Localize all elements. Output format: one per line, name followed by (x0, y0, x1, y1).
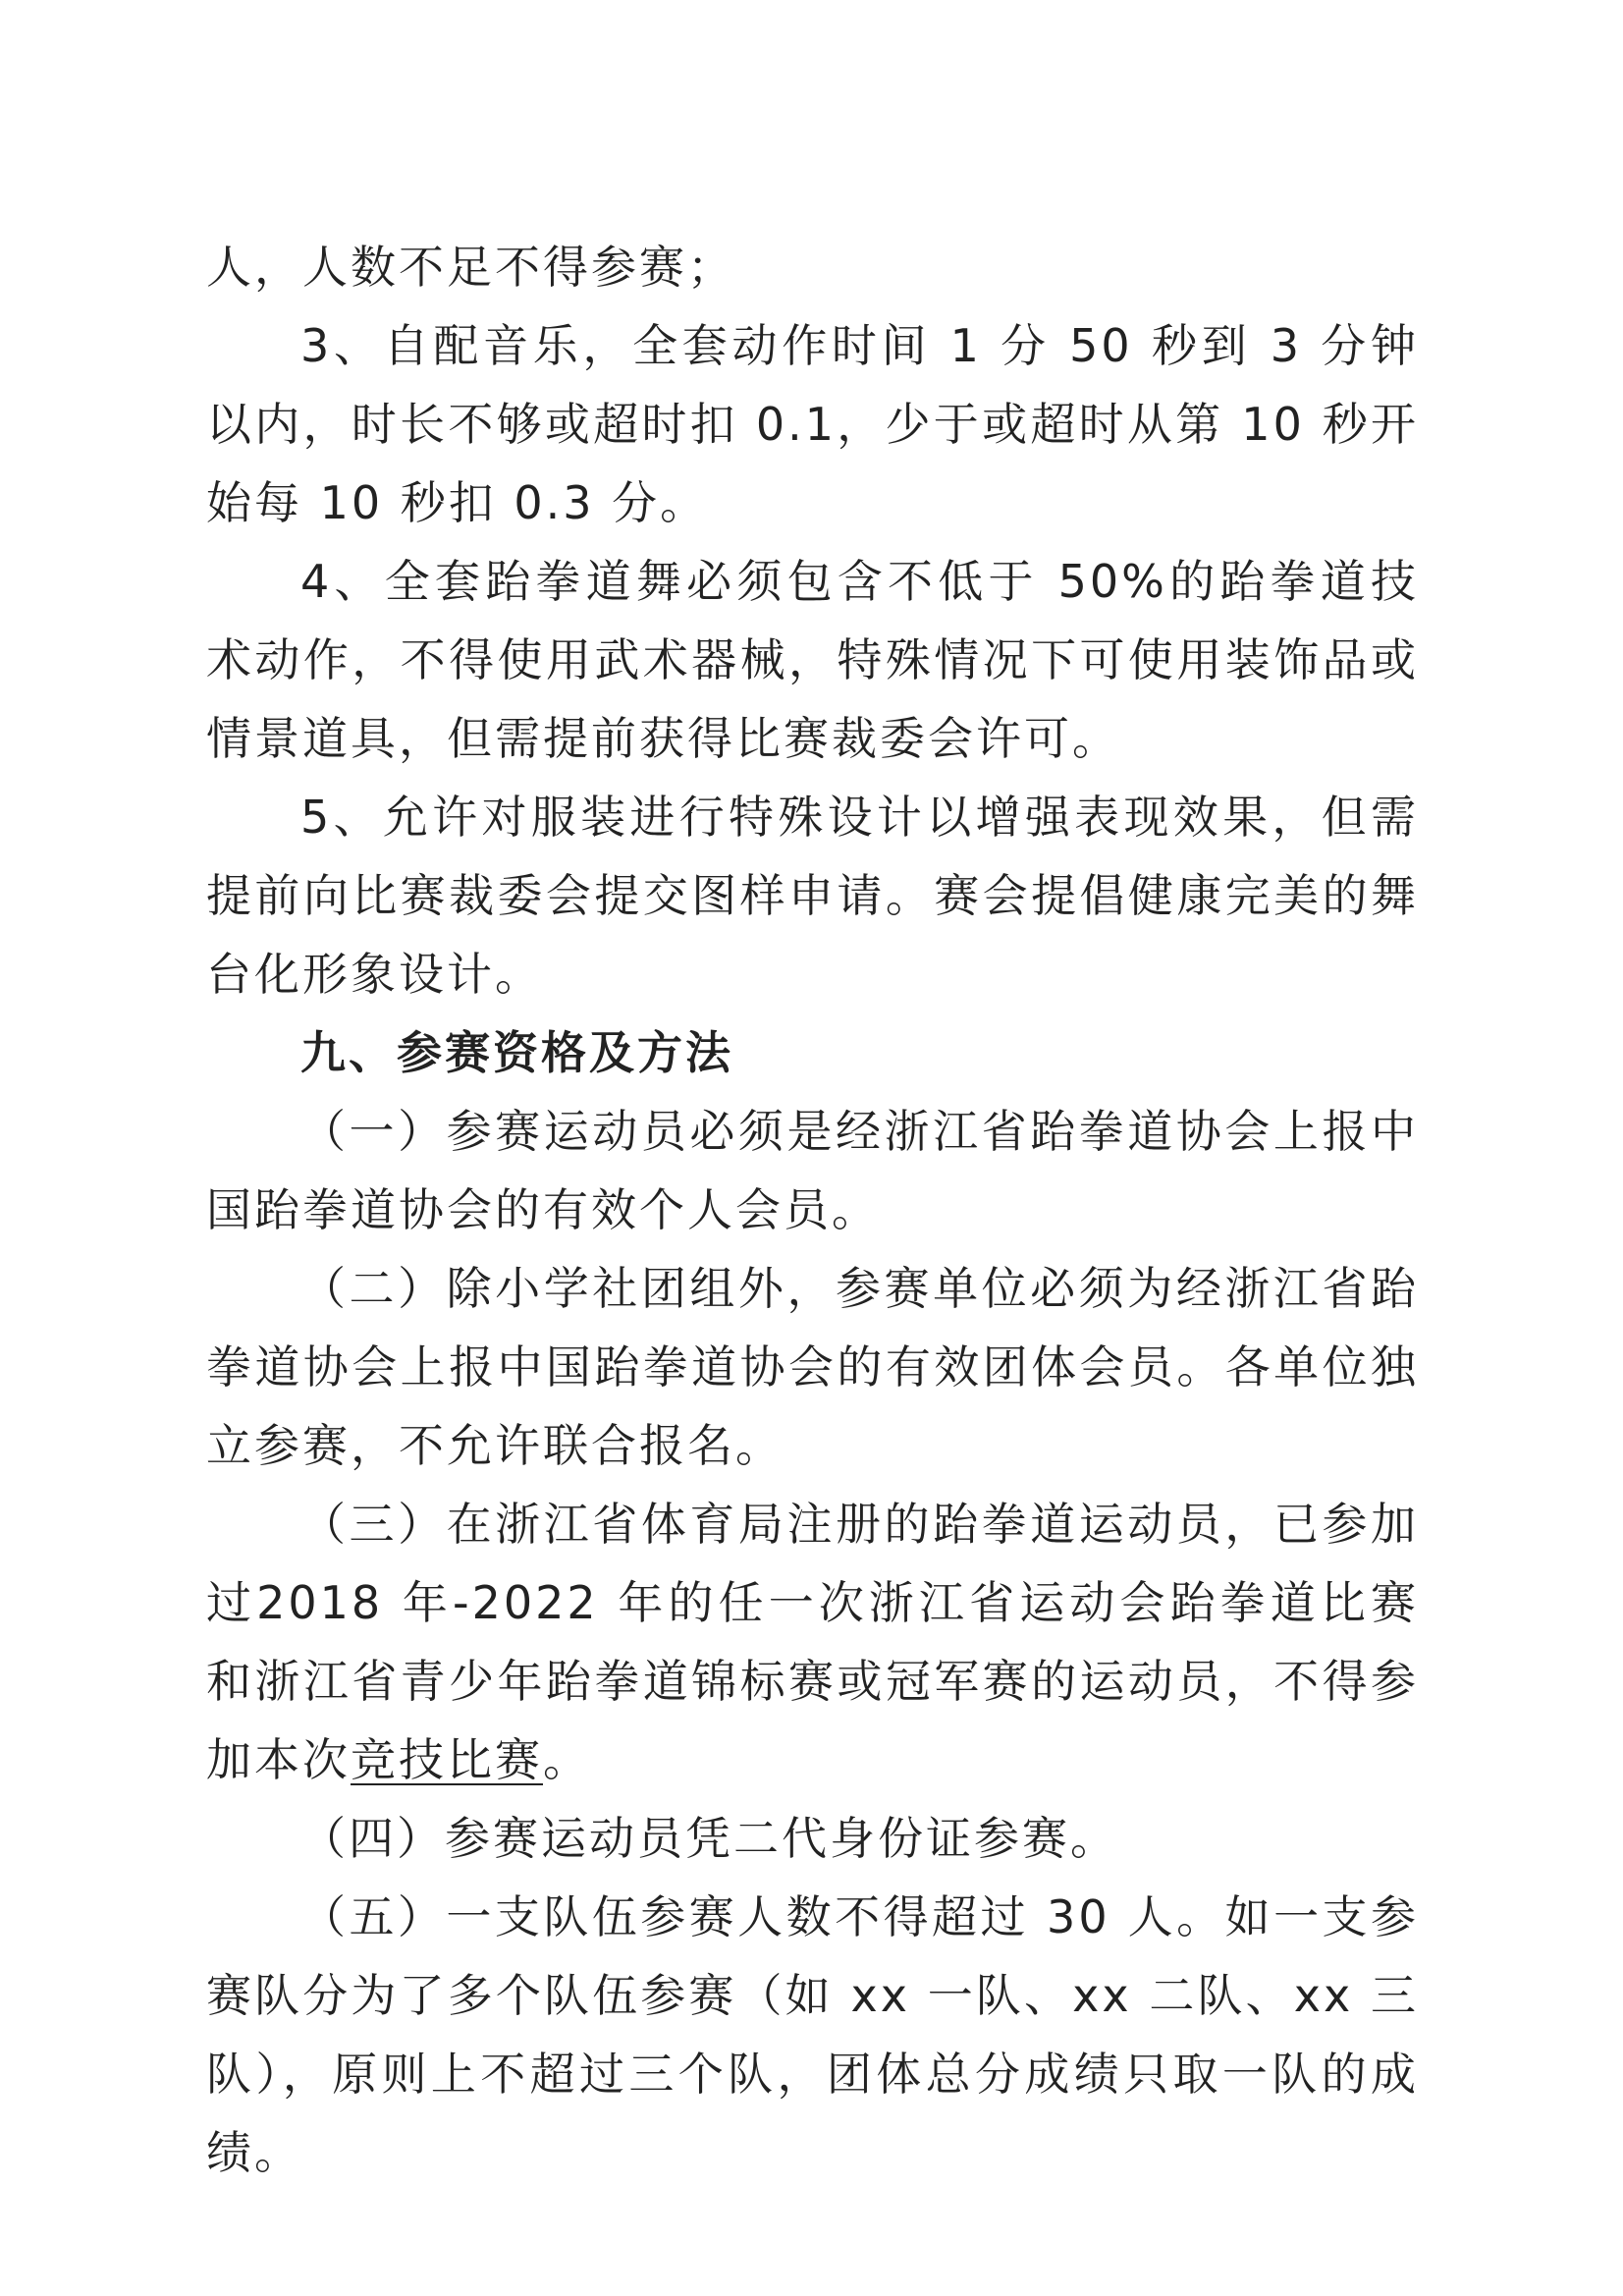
section-heading: 九、参赛资格及方法 (300, 1026, 733, 1079)
paragraph-rule-3: 3、自配音乐，全套动作时间 1 分 50 秒到 3 分钟以内，时长不够或超时扣 0.1，少于或超时从第 10 秒开始每 10 秒扣 0.3 分。 (206, 319, 1419, 529)
eligibility-item-1: （一）参赛运动员必须是经浙江省跆拳道协会上报中国跆拳道协会的有效个人会员。 (206, 1105, 1419, 1236)
eligibility-item-3 (206, 1485, 1419, 1799)
eligibility-item-4: （四）参赛运动员凭二代身份证参赛。 (300, 1812, 1118, 1865)
eligibility-item-2: （二）除小学社团组外，参赛单位必须为经浙江省跆拳道协会上报中国跆拳道协会的有效团体会员。各单位独立参赛，不允许联合报名。 (206, 1262, 1419, 1472)
document-page (206, 228, 1419, 2192)
eligibility-item-3-end: 。 (543, 1733, 591, 1786)
paragraph-rule-5: 5、允许对服装进行特殊设计以增强表现效果，但需提前向比赛裁委会提交图样申请。赛会提倡健康完美的舞台化形象设计。 (206, 791, 1419, 1001)
paragraph-rule-4: 4、全套跆拳道舞必须包含不低于 50%的跆拳道技术动作，不得使用武术器械，特殊情况下可使用装饰品或情景道具，但需提前获得比赛裁委会许可。 (206, 555, 1419, 765)
paragraph-continuation: 人，人数不足不得参赛； (206, 241, 735, 294)
underlined-phrase: 竞技比赛 (351, 1733, 543, 1786)
eligibility-item-5: （五）一支队伍参赛人数不得超过 30 人。如一支参赛队分为了多个队伍参赛（如 xx 一队、xx 二队、xx 三队），原则上不超过三个队，团体总分成绩只取一队的成绩。 (206, 1890, 1419, 2179)
eligibility-item-3-text: （三）在浙江省体育局注册的跆拳道运动员，已参加过2018 年-2022 年的任一次浙江省运动会跆拳道比赛和浙江省青少年跆拳道锦标赛或冠军赛的运动员，不得参加本次 (206, 1498, 1419, 1786)
